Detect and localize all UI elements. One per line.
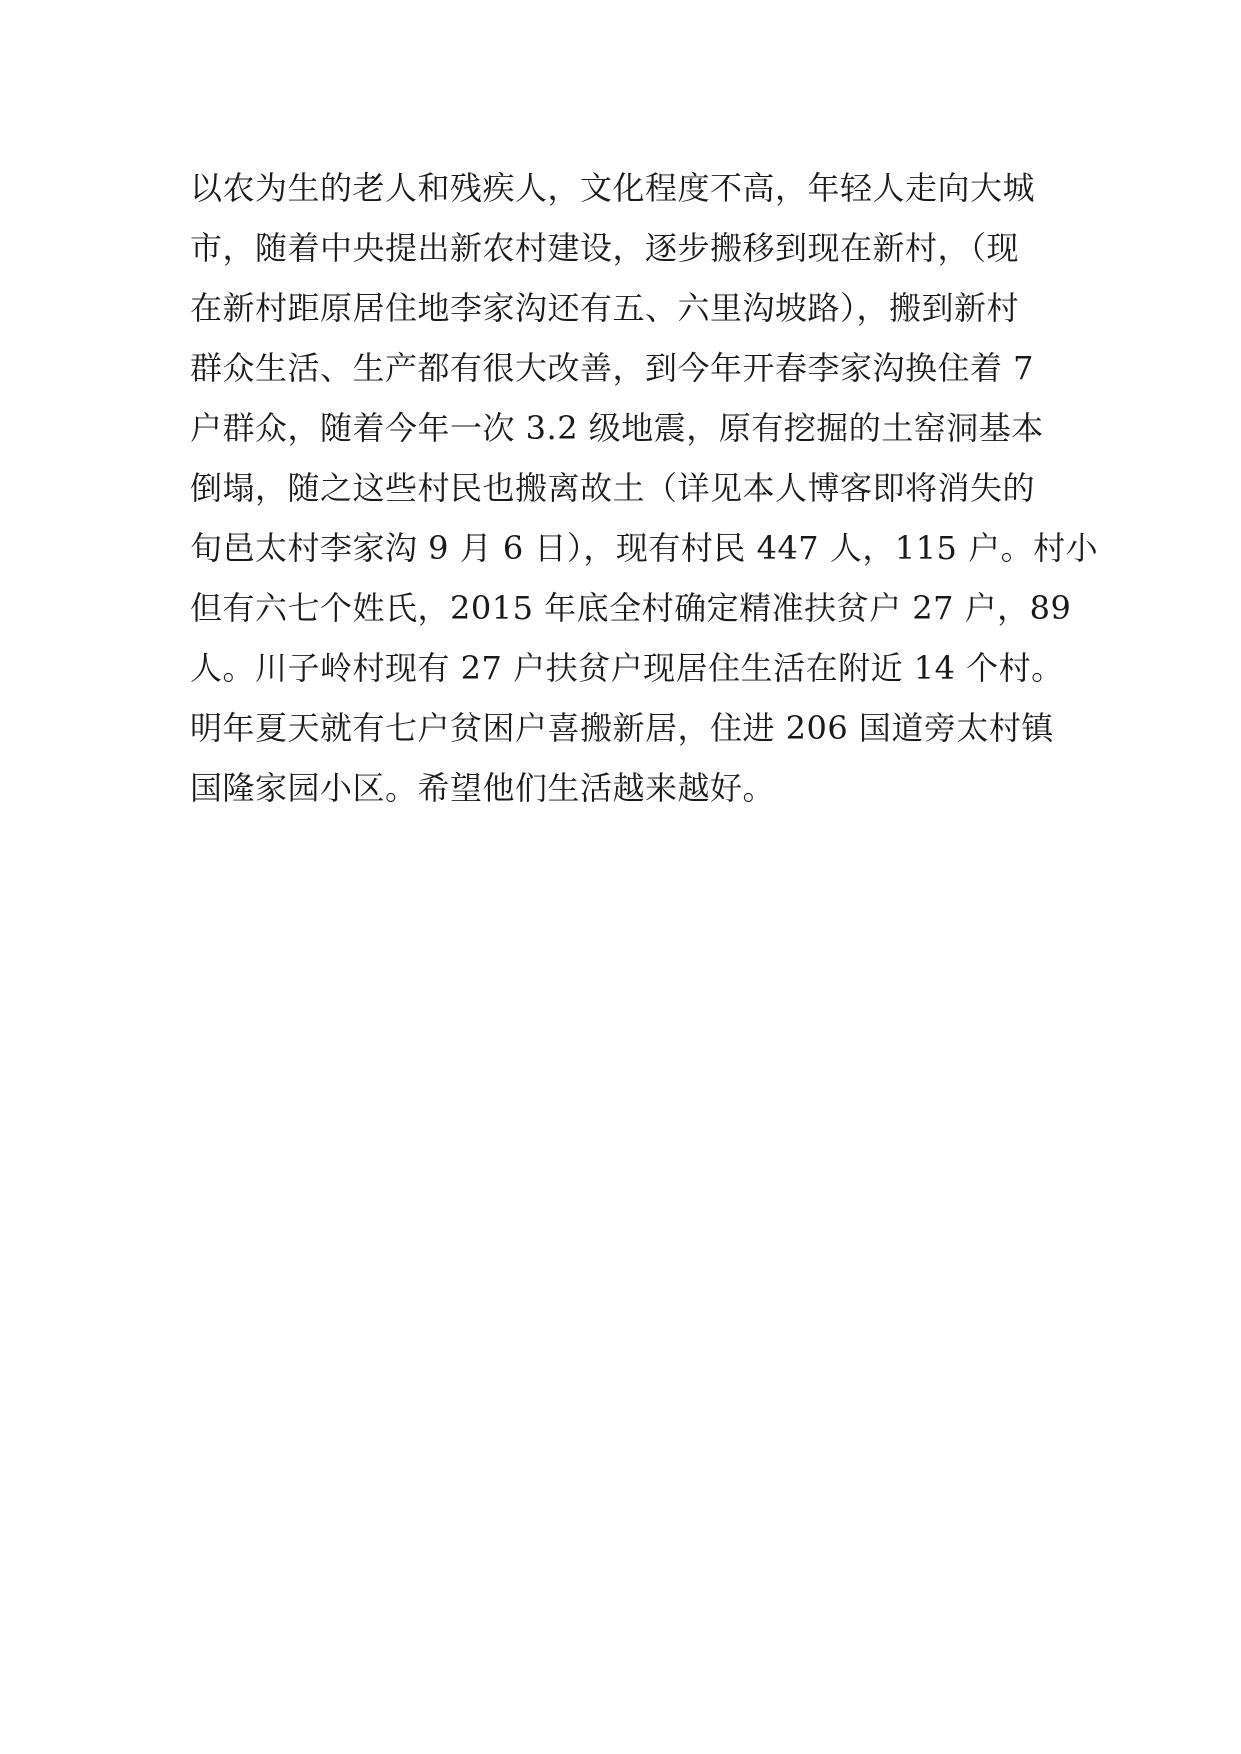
text-line: 国隆家园小区。希望他们生活越来越好。	[190, 769, 776, 807]
text-line: 户群众，随着今年一次 3.2 级地震，原有挖掘的土窑洞基本	[190, 409, 1044, 447]
text-line: 倒塌，随之这些村民也搬离故土（详见本人博客即将消失的	[190, 469, 1036, 507]
text-line: 以农为生的老人和残疾人，文化程度不高，年轻人走向大城	[190, 169, 1036, 207]
text-line: 群众生活、生产都有很大改善，到今年开春李家沟换住着 7	[190, 349, 1035, 387]
text-line: 但有六七个姓氏，2015 年底全村确定精准扶贫户 27 户，89	[190, 589, 1072, 627]
text-line: 在新村距原居住地李家沟还有五、六里沟坡路），搬到新村	[190, 289, 1020, 327]
text-line: 明年夏天就有七户贫困户喜搬新居，住进 206 国道旁太村镇	[190, 709, 1054, 747]
text-line: 市，随着中央提出新农村建设，逐步搬移到现在新村，（现	[190, 229, 1020, 267]
text-line: 人。川子岭村现有 27 户扶贫户现居住生活在附近 14 个村。	[190, 649, 1064, 687]
body-paragraph	[190, 158, 1099, 818]
text-line: 旬邑太村李家沟 9 月 6 日），现有村民 447 人，115 户。村小	[190, 529, 1099, 567]
